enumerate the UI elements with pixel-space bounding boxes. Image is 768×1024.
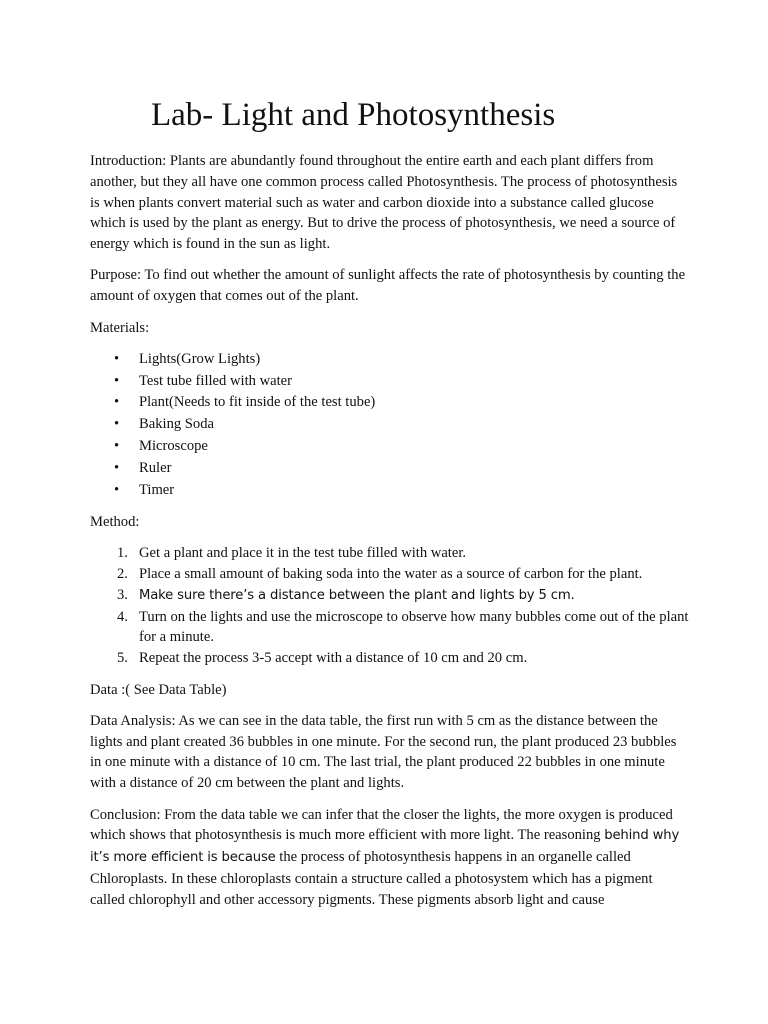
step-number: 2. [117,566,128,583]
method-heading: Method: [90,513,140,530]
conclusion-paragraph [90,805,690,911]
list-item [90,564,690,585]
step-text: Turn on the lights and use the microscope to observe how many bubbles come out of the plant for a minute. [139,608,689,646]
page-title: Lab- Light and Photosynthesis [151,97,556,133]
list-item: • Baking Soda [90,414,690,436]
data-paragraph: Data :( See Data Table) [90,681,227,698]
document-body [90,151,690,921]
step-number: 5. [117,650,128,667]
step-number: 1. [117,545,128,562]
conclusion-text: the process of photosynthesis happens in an organelle called Chloroplasts. In these chloroplasts contain a structure called a photosystem which has a pigment called chlorophyll and other accessory pigments. These pigments absorb light and cause [90,849,653,908]
step-number: 3. [117,586,128,603]
step-text: Get a plant and place it in the test tube filled with water. [139,545,467,562]
conclusion-text: behind why it’s more efficient is because [90,828,680,866]
materials-heading: Materials: [90,319,150,336]
conclusion-text: Conclusion: From the data table we can infer that the closer the lights, the more oxygen is produced which shows that photosynthesis is much more efficient with more light. The reasoning [90,806,673,844]
materials-list [90,349,690,502]
list-item: • Test tube filled with water [90,371,690,393]
list-item [90,648,690,669]
list-item [90,585,690,607]
method-list [90,543,690,669]
list-item: • Ruler [90,458,690,480]
list-item [90,607,690,649]
list-item: • Microscope [90,436,690,458]
list-item: • Plant(Needs to fit inside of the test tube) [90,392,690,414]
data-analysis-paragraph: Data Analysis: As we can see in the data table, the first run with 5 cm as the distance between the lights and plant created 36 bubbles in one minute. For the second run, the plant produced 23 bubbles in one minute with a distance of 10 cm. The last trial, the plant produced 22 bubbles in one minute with a distance of 20 cm between the plant and lights. [90,712,677,792]
step-text: Repeat the process 3-5 accept with a distance of 10 cm and 20 cm. [139,650,528,667]
purpose-paragraph: Purpose: To find out whether the amount of sunlight affects the rate of photosynthesis by counting the amount of oxygen that comes out of the plant. [90,267,686,305]
step-number: 4. [117,608,128,625]
list-item: • Timer [90,480,690,502]
step-text: Make sure there’s a distance between the plant and lights by 5 cm. [139,587,575,603]
list-item [90,543,690,564]
step-text: Place a small amount of baking soda into the water as a source of carbon for the plant. [139,566,643,583]
list-item: • Lights(Grow Lights) [90,349,690,371]
introduction-paragraph: Introduction: Plants are abundantly found throughout the entire earth and each plant differs from another, but they all have one common process called Photosynthesis. The process of photosynthesis is when plants convert material such as water and carbon dioxide into a substance called glucose which is used by the plant as energy. But to drive the process of photosynthesis, we need a source of energy which is found in the sun as light. [90,153,678,253]
